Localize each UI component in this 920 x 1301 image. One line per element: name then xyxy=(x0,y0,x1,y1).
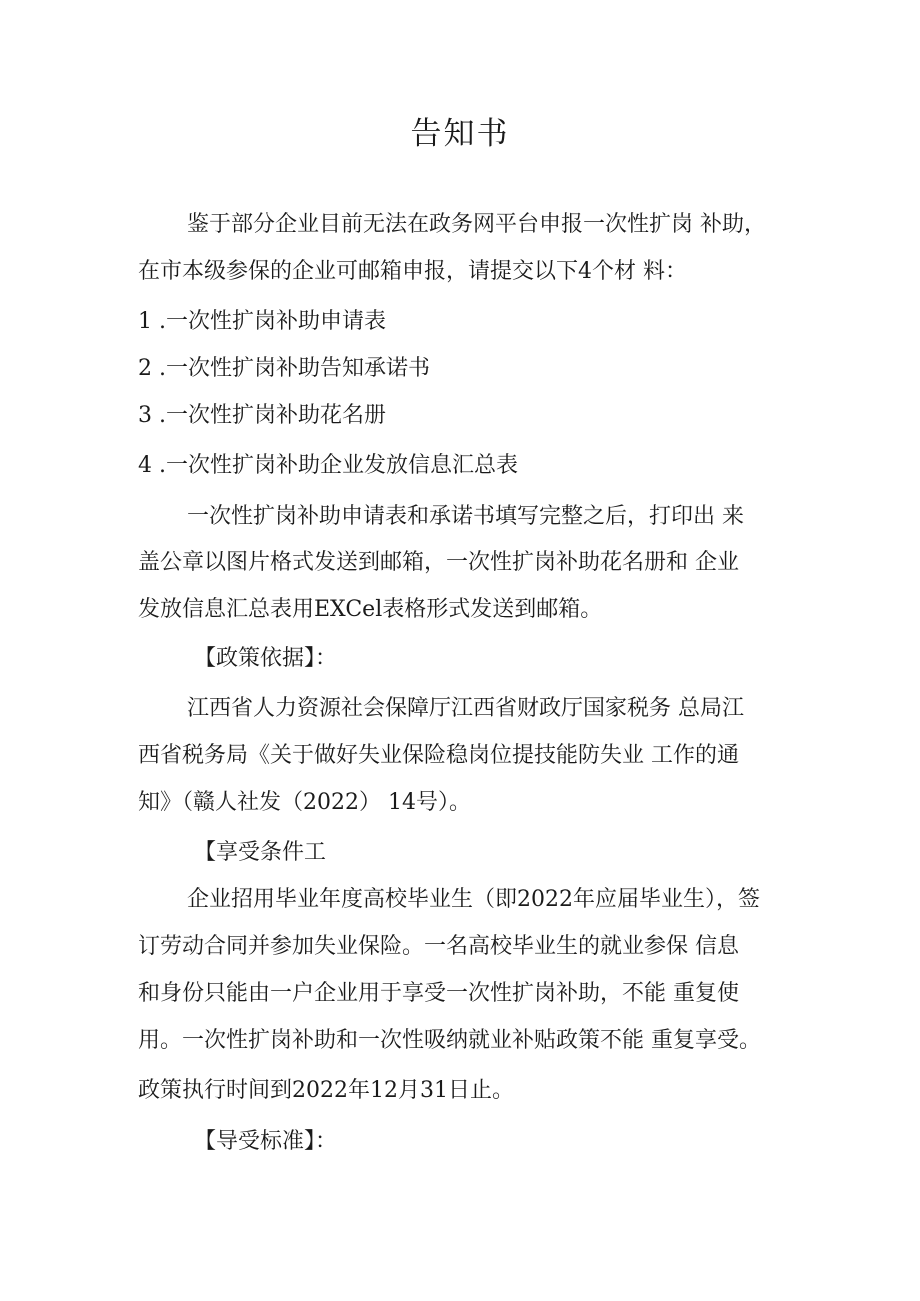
policy-line-1: 江西省人力资源社会保障厅江西省财政厅国家税务 总局江 xyxy=(187,696,744,721)
list-item-3: 3 .一次性扩岗补助花名册 xyxy=(138,403,386,428)
standard-heading: 【导受标准】： xyxy=(194,1129,338,1154)
policy-line-3: 知》（赣人社发（2022） 14号）。 xyxy=(138,790,471,815)
policy-heading: 【政策依据】： xyxy=(194,646,338,671)
list-item-1: 1 .一次性扩岗补助申请表 xyxy=(138,309,386,334)
submission-line-1: 一次性扩岗补助申请表和承诺书填写完整之后，打印出 来 xyxy=(187,504,744,529)
conditions-line-4: 用。一次性扩岗补助和一次性吸纳就业补贴政策不能 重复享受。 xyxy=(138,1028,761,1053)
intro-line-1: 鉴于部分企业目前无法在政务网平台申报一次性扩岗 补助， xyxy=(187,212,766,237)
conditions-line-1: 企业招用毕业年度高校毕业生（即2022年应届毕业生），签 xyxy=(187,887,760,912)
submission-line-3: 发放信息汇总表用EXCel表格形式发送到邮箱。 xyxy=(138,597,603,622)
submission-line-2: 盖公章以图片格式发送到邮箱，一次性扩岗补助花名册和 企业 xyxy=(138,550,739,575)
list-item-4: 4 .一次性扩岗补助企业发放信息汇总表 xyxy=(138,453,518,478)
intro-line-2: 在市本级参保的企业可邮箱申报，请提交以下4个材 料： xyxy=(138,259,687,284)
document-title: 告知书 xyxy=(410,116,510,152)
list-item-2: 2 .一次性扩岗补助告知承诺书 xyxy=(138,356,430,381)
conditions-heading: 【享受条件工 xyxy=(194,840,327,865)
conditions-line-5: 政策执行时间到2022年12月31日止。 xyxy=(138,1078,514,1103)
conditions-line-2: 订劳动合同并参加失业保险。一名高校毕业生的就业参保 信息 xyxy=(138,934,739,959)
policy-line-2: 西省税务局《关于做好失业保险稳岗位提技能防失业 工作的通 xyxy=(138,743,739,768)
conditions-line-3: 和身份只能由一户企业用于享受一次性扩岗补助，不能 重复使 xyxy=(138,981,739,1006)
